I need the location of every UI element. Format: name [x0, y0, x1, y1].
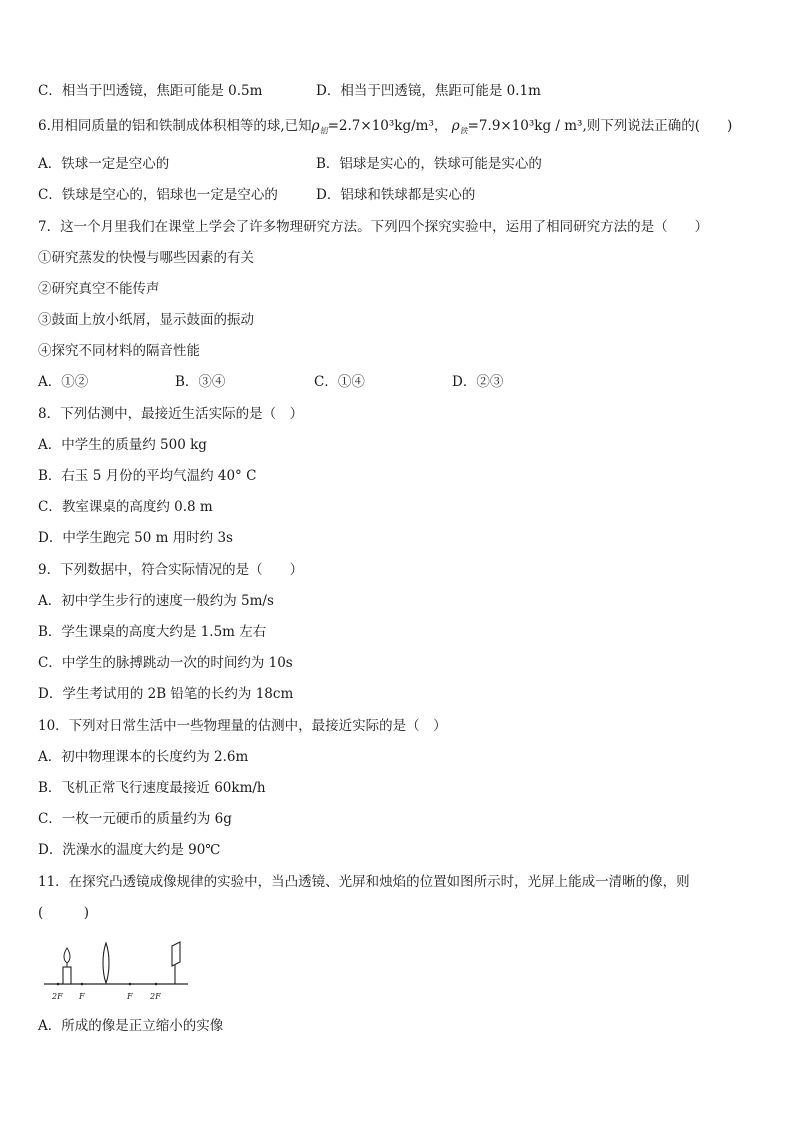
lens-diagram [38, 938, 198, 1004]
q8-option-d: D．中学生跑完 50 m 用时约 3s [38, 530, 233, 546]
q6-option-a: A．铁球一定是空心的 [38, 156, 170, 172]
light-screen-icon [172, 942, 180, 984]
q11-answer-paren: ( ) [38, 905, 90, 921]
q7-item-3: ③鼓面上放小纸屑，显示鼓面的振动 [38, 312, 254, 328]
q5-option-d: D．相当于凹透镜，焦距可能是 0.1m [316, 83, 541, 99]
q9-option-b: B．学生课桌的高度大约是 1.5m 左右 [38, 624, 267, 640]
q7-stem: 7．这一个月里我们在课堂上学会了许多物理研究方法。下列四个探究实验中，运用了相同研究方法的是（ ） [38, 219, 709, 235]
tick-f-left [81, 983, 84, 986]
q6-option-d: D．铝球和铁球都是实心的 [316, 187, 476, 203]
q6-rho-fe: =7.9×10³kg / m³ [467, 118, 583, 134]
q8-stem: 8．下列估测中，最接近生活实际的是（ ） [38, 406, 304, 422]
q8-option-c: C．教室课桌的高度约 0.8 m [38, 499, 213, 515]
q6-stem-start: 6.用相同质量的铝和铁制成体积相等的球,已知 [38, 118, 312, 134]
candle-icon [63, 948, 71, 984]
axis-label-f-right: F [127, 992, 133, 1001]
axis-label-2f-right: 2F [150, 992, 161, 1001]
q7-option-a: A．①② [38, 374, 89, 390]
q11-option-a: A．所成的像是正立缩小的实像 [38, 1018, 224, 1034]
q6-option-c: C．铁球是空心的，铝球也一定是空心的 [38, 187, 278, 203]
q8-option-a: A．中学生的质量约 500 kg [38, 437, 207, 453]
q9-stem: 9．下列数据中，符合实际情况的是（ ） [38, 562, 304, 578]
q7-option-d: D．②③ [452, 374, 504, 390]
q8-option-b: B．右玉 5 月份的平均气温约 40° C [38, 468, 257, 484]
q9-option-d: D．学生考试用的 2B 铅笔的长约为 18cm [38, 686, 294, 702]
tick-2f-left [57, 983, 60, 986]
q6-option-b: B．铝球是实心的，铁球可能是实心的 [316, 156, 542, 172]
rho-iron-symbol: $\rho_铁$ [451, 118, 468, 136]
q7-item-2: ②研究真空不能传声 [38, 281, 160, 297]
q7-item-4: ④探究不同材料的隔音性能 [38, 343, 200, 359]
q10-stem: 10．下列对日常生活中一些物理量的估测中，最接近实际的是（ ） [38, 718, 447, 734]
q5-option-c: C．相当于凹透镜，焦距可能是 0.5m [38, 83, 263, 99]
q9-option-a: A．初中学生步行的速度一般约为 5m/s [38, 593, 274, 609]
tick-2f-right [155, 983, 158, 986]
q11-stem: 11．在探究凸透镜成像规律的实验中，当凸透镜、光屏和烛焰的位置如图所示时，光屏上能成一清晰的像，则 [38, 874, 690, 890]
tick-f-right [129, 983, 132, 986]
axis-label-f-left: F [79, 992, 85, 1001]
q10-option-b: B．飞机正常飞行速度最接近 60km/h [38, 780, 266, 796]
q10-option-c: C．一枚一元硬币的质量约为 6g [38, 811, 232, 827]
q10-option-a: A．初中物理课本的长度约为 2.6m [38, 749, 249, 765]
q7-option-b: B．③④ [175, 374, 226, 390]
q9-option-c: C．中学生的脉搏跳动一次的时间约为 10s [38, 655, 293, 671]
rho-aluminum-symbol: $\rho_铝$ [311, 118, 328, 136]
q10-option-d: D．洗澡水的温度大约是 90℃ [38, 842, 221, 858]
q6-stem-end: ,则下列说法正确的( ) [582, 118, 733, 134]
q6-rho-al: =2.7×10³kg/m³， [327, 118, 448, 134]
q6-stem [38, 117, 732, 141]
q7-item-1: ①研究蒸发的快慢与哪些因素的有关 [38, 250, 254, 266]
axis-label-2f-left: 2F [52, 992, 63, 1001]
q7-option-c: C．①④ [314, 374, 365, 390]
convex-lens-icon [103, 943, 109, 983]
